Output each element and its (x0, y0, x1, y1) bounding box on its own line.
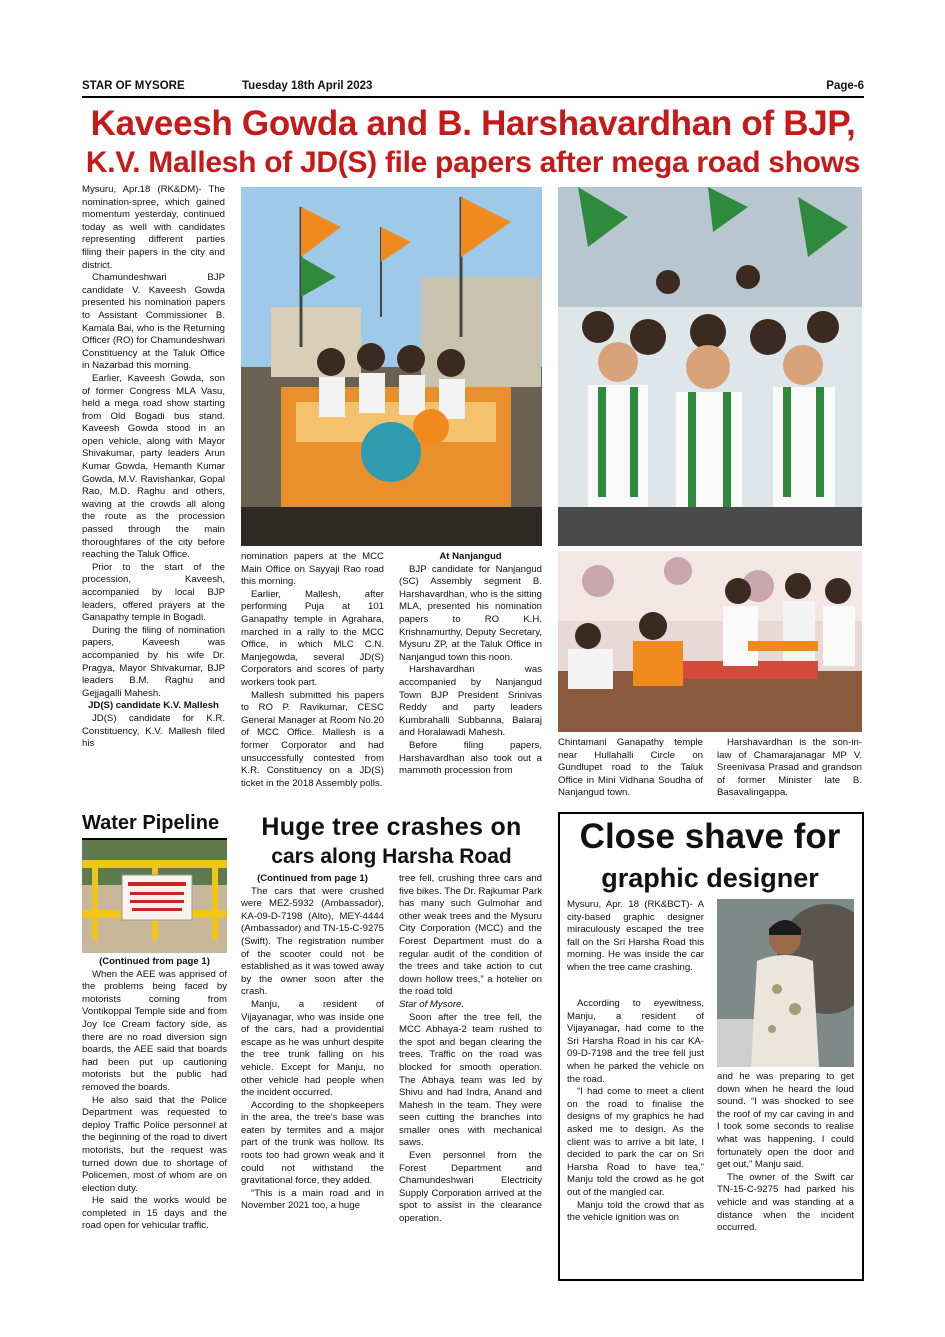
close-shave-column-1 (567, 998, 704, 1225)
water-story-body (82, 956, 227, 1233)
lead-paragraph: Chintamani Ganapathy temple near Hullahalli Circle on Gundlupet road to the Taluk Office in Mini Vidhana Soudha of Nanjangud town. (558, 737, 703, 799)
lead-headline-line2: K.V. Mallesh of JD(S) file papers after mega road shows (85, 146, 861, 179)
tree-column-1 (241, 873, 384, 1213)
tree-paragraph: Even personnel from the Forest Department and Chamundeshwari Electricity Supply Corporation arrived at the spot to assist in the clearance operation. (399, 1150, 542, 1225)
lead-paragraph: Harshavardhan is the son-in-law of Chamarajanagar MP V. Sreenivasa Prasad and grandson of former Minister late B. Basavalingappa. (717, 737, 862, 799)
tree-italic: Star of Mysore. (399, 998, 465, 1010)
photo-mallesh-rally (558, 187, 862, 546)
page-header (82, 80, 864, 96)
tree-headline-line1: Huge tree crashes on (261, 813, 522, 841)
page-number: Page-6 (826, 80, 864, 92)
tree-paragraph: “This is a main road and in November 2021 too, a huge (241, 1187, 384, 1212)
close-shave-paragraph: Mysuru, Apr. 18 (RK&BCT)- A city-based graphic designer miraculously escaped the tree fall on the Sri Harsha Road this morning. He was inside the car when the tree came crashing. (567, 899, 704, 973)
close-shave-paragraph: “I had come to meet a client on the road to finalise the designs of my graphics he had asked me to design. As the client was to arrive a bit late, I decided to park the car on Sri Harsha Road to have tea,” Manju told the crowd as he got out of the mangled car. (567, 1086, 704, 1198)
lead-paragraph: BJP candidate for Nanjangud (SC) Assembly segment B. Harshavardhan, who is the sitting MLA, presented his nomination papers to RO K.H. Krishnamurthy, Deputy Secretary, Mysuru ZP, at the Taluk Office in Nanjangud town this noon. (399, 563, 542, 663)
tree-paragraph: Soon after the tree fell, the MCC Abhaya-2 team rushed to the spot and began clearing the trees. Traffic on the road was blocked for smooth operation. The Abhaya team was led by Shivu and had Indra, Anand and Mahesh in the team. They were seen cutting the branches into smaller ones with mechanical saws. (399, 1011, 542, 1149)
lead-paragraph: Prior to the start of the procession, Kaveesh, accompanied by local BJP leaders, offered prayers at the Ganapathy temple in Bogadi. (82, 561, 225, 624)
lead-paragraph: Mallesh submitted his papers to RO P. Ravikumar, CESC General Manager at Room No.20 of MCC Office. Mallesh is a former Corporator and had unsuccessfully contested from K.R. Constituency on a JD(S) ticket in the 2018 Assembly polls. (241, 689, 384, 789)
lead-column-4 (558, 737, 703, 800)
close-shave-column-2 (717, 1071, 854, 1235)
tree-column-2 (399, 873, 542, 1226)
lead-paragraph: JD(S) candidate for K.R. Constituency, K.V. Mallesh filed his (82, 712, 225, 750)
continued-note: (Continued from page 1) (257, 873, 368, 884)
lead-paragraph: Earlier, Mallesh, after performing Puja at 101 Ganapathy temple in Agrahara, marched in a rally to the MCC Office, in which MLC C.N. Manjegowda, several JD(S) Corporators and scores of party workers took part. (241, 588, 384, 688)
lead-column-2 (241, 551, 384, 790)
close-shave-paragraph: Manju told the crowd that as the vehicle ignition was on (567, 1199, 704, 1224)
close-shave-intro (567, 899, 704, 975)
close-shave-headline-line1: Close shave for (579, 817, 841, 856)
water-pipeline-title: Water Pipeline (82, 812, 220, 834)
close-shave-paragraph: and he was preparing to get down when he heard the loud sound. “I was shocked to see the roof of my car caving in and I took some seconds to realise what was happening. I could fortunately open the door and get out,” Manju said. (717, 1071, 854, 1171)
tree-paragraph: tree fell, crushing three cars and five bikes. The Dr. Rajkumar Park has many such Gulmohar and other weak trees and the Mysuru City Corporation (MCC) and the Forest Department must do a regular audit of the condition of the trees and take action to cut down hollow trees,” a hotelier on the road told (399, 873, 542, 998)
close-shave-paragraph: According to eyewitness, Manju, a resident of Vijayanagar, had come to the Sri Harsha Road in his car KA-09-D-7198 and the tree fell just when he parked the vehicle on the road. (567, 998, 704, 1085)
photo-kaveesh-roadshow (241, 187, 542, 546)
tree-paragraph: The cars that were crushed were MEZ-5932 (Ambassador), KA-09-D-7198 (Alto), MEY-4444 (Ambassador) and TN-15-C-9275 (Swift). The registration number of the scooter could not be established as it was towed away by the owner soon after the crash. (241, 885, 384, 998)
header-rule (82, 96, 864, 98)
lead-paragraph: nomination papers at the MCC Main Office on Sayyaji Rao road this morning. (241, 551, 384, 588)
photo-harshavardhan-filing (558, 551, 862, 732)
lead-paragraph: Chamundeshwari BJP candidate V. Kaveesh Gowda presented his nomination papers to Assistant Commissioner B. Kamala Bai, who is the Returning Officer (RO) for Chamundeshwari Constituency at the Taluk Office in Nazarbad this morning. (82, 272, 225, 372)
subhead-mallesh: JD(S) candidate K.V. Mallesh (88, 700, 219, 712)
continued-note: (Continued from page 1) (99, 956, 210, 967)
lead-column-1 (82, 184, 225, 751)
lead-headline-line1: Kaveesh Gowda and B. Harshavardhan of BJP, (90, 104, 856, 143)
newspaper-name: STAR OF MYSORE (82, 80, 185, 92)
lead-paragraph: Mysuru, Apr.18 (RK&DM)- The nomination-spree, which gained momentum yesterday, continued today as well with candidates representing different parties filing their papers in the city and district. (82, 184, 225, 271)
photo-water-pipeline (82, 840, 227, 953)
issue-date: Tuesday 18th April 2023 (242, 80, 373, 92)
close-shave-paragraph: The owner of the Swift car TN-15-C-9275 had parked his vehicle and was standing at a distance when the incident occurred. (717, 1171, 854, 1234)
lead-column-5 (717, 737, 862, 800)
lead-paragraph: During the filing of nomination papers, Kaveesh was accompanied by his wife Dr. Pragya, Mayor Shivakumar, BJP leaders B.M. Raghu and Gejjagalli Mahesh. (82, 624, 225, 699)
tree-paragraph: According to the shopkeepers in the area, the tree's base was eaten by termites and a major part of the trunk was hollow. Its roots too had grown weak and it could not withstand the gravitational force, they added. (241, 1099, 384, 1187)
lead-column-3 (399, 551, 542, 778)
water-paragraph: He said the works would be completed in 15 days and the road open for vehicular traffic. (82, 1195, 227, 1232)
photo-graphic-designer (717, 899, 854, 1067)
water-paragraph: He also said that the Police Department was requested to deploy Traffic Police personnel at the beginning of the road to divert motorists, but the request was turned down due to shortage of Policemen, most of whom are on election duty. (82, 1094, 227, 1194)
tree-paragraph: Manju, a resident of Vijayanagar, who was inside one of the cars, had a providential escape as he was unhurt despite the tree trunk falling on his vehicle. Except for Manju, no other vehicle had people when the incident occurred. (241, 998, 384, 1099)
lead-paragraph: Earlier, Kaveesh Gowda, son of former Congress MLA Vasu, held a mega road show starting from Old Bogadi bus stand. Kaveesh Gowda stood in an open vehicle, along with Mayor Shivakumar, party leaders Arun Kumar Gowda, Hemanth Kumar Gowda, M.V. Ravishankar, Gopal Rao, M.D. Raghu and others, waving at the crowds all along the route as the procession passed through the main thoroughfares of the city before reaching the Taluk Office. (82, 372, 225, 561)
water-paragraph: When the AEE was apprised of the problems being faced by motorists coming from Vontikoppal Temple side and from Joy Ice Cream factory side, as there are no road diversion sign boards, the AEE said that boards had been put up cautioning motorists but the public had removed the boards. (82, 968, 227, 1093)
lead-paragraph: Before filing papers, Harshavardhan also took out a mammoth procession from (399, 739, 542, 777)
close-shave-headline-line2: graphic designer (601, 863, 819, 893)
subhead-nanjangud: At Nanjangud (439, 551, 502, 562)
tree-headline-line2: cars along Harsha Road (271, 845, 512, 868)
lead-paragraph: Harshavardhan was accompanied by Nanjangud Town BJP President Srinivas Reddy and party leaders Kumbrahalli Subbanna, Balaraj and Horalawadi Mahesh. (399, 664, 542, 739)
